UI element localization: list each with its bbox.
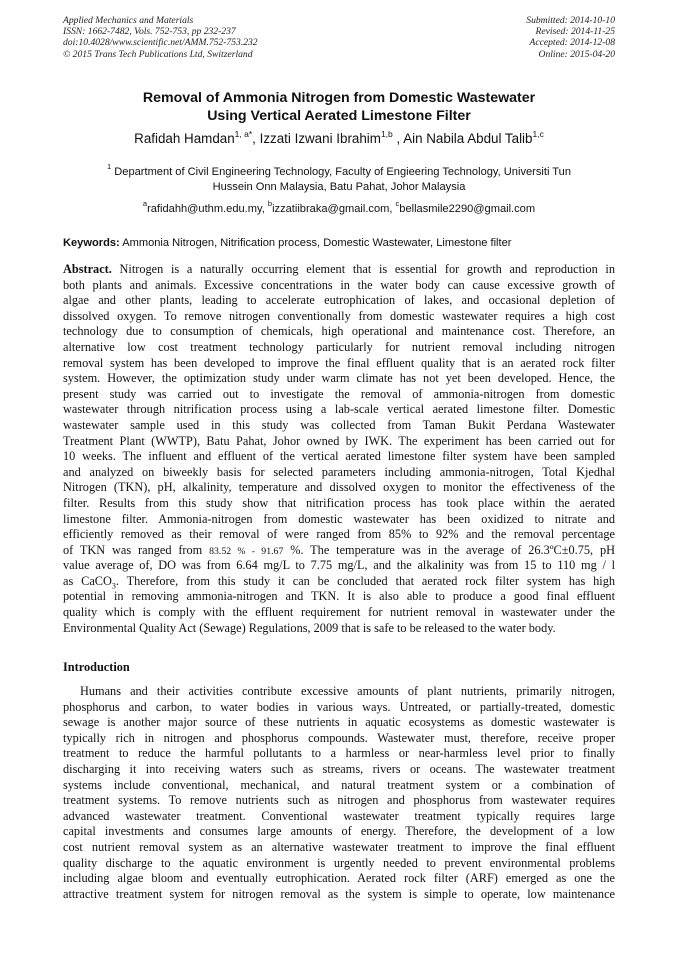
abstract-line bbox=[63, 543, 615, 559]
copyright-line: © 2015 Trans Tech Publications Ltd, Switzerland bbox=[63, 48, 253, 60]
email-address: bellasmile2290@gmail.com bbox=[399, 203, 536, 215]
paragraph-line: including algae bloom and eventually eutrophication. Aerated rock filter (ARF) emerged as one the bbox=[63, 871, 615, 886]
paragraph-line: treatment to reduce the harmful pollutants to a harmless or near-harmless level prior to finally bbox=[63, 746, 615, 761]
abstract-line: removal system has been developed to improve the final effluent quality that is an aerated rock filter bbox=[63, 355, 615, 370]
paragraph-line: discharging it into receiving waters such as streams, rivers or oceans. The wastewater treatment bbox=[63, 761, 615, 776]
paragraph-line: attractive treatment system for nitrogen removal as the system is simple to operate, low maintenance bbox=[63, 886, 615, 901]
author-list bbox=[20, 130, 658, 148]
abstract-line: 10 weeks. The influent and effluent of the vertical aerated limestone filter system have been sampled bbox=[63, 449, 615, 464]
online-date: Online: 2015-04-20 bbox=[538, 48, 615, 60]
abstract-line: limestone filter. Ammonia-nitrogen from domestic wastewater has been oxidized to nitrate and bbox=[63, 511, 615, 526]
author-separator: , bbox=[252, 131, 260, 146]
affiliation-text: Department of Civil Engineering Technology, Faculty of Engieering Technology, Universiti Tun bbox=[114, 166, 571, 178]
paragraph-line: phosphorus and carbon, to water bodies in various ways. Untreated, or partially-treated, domestic bbox=[63, 699, 615, 714]
email-mark: a bbox=[142, 199, 148, 209]
paragraph-line: advanced wastewater treatment. Conventional wastewater treatment typically requires large bbox=[63, 808, 615, 823]
abstract-text: as CaCO bbox=[63, 573, 112, 588]
paragraph-line: Humans and their activities contribute excessive amounts of plant nutrients, primarily nitrogen, bbox=[80, 684, 615, 698]
paragraph-line: quality discharge to the aquatic environment is urgently needed to prevent environmental problems bbox=[63, 855, 615, 870]
abstract-text: %. The temperature was in the average of 26.3ºC±0.75, pH bbox=[283, 542, 615, 557]
title-line-2: Using Vertical Aerated Limestone Filter bbox=[207, 107, 471, 124]
abstract-line: value average of, DO was from 6.64 mg/L to 7.75 mg/L, and the alkalinity was from 15 to 110 mg / l bbox=[63, 558, 615, 573]
paragraph-line: systems include conventional, mechanical, and natural treatment system or a combination of bbox=[63, 777, 615, 792]
paragraph-line: treatment systems. To remove nutrients such as nitrogen and phosphorus from wastewater requires bbox=[63, 793, 615, 808]
abstract-line: Treatment Plant (WWTP), Batu Pahat, Johor owned by IWK. The experiment has been carried out for bbox=[63, 433, 615, 448]
email-address: izzatiibraka@gmail.com, bbox=[272, 203, 396, 215]
doi-line: doi:10.4028/www.scientific.net/AMM.752-753.232 bbox=[63, 37, 258, 49]
author-emails bbox=[40, 199, 638, 216]
author-affiliation-mark: 1,b bbox=[380, 128, 393, 139]
abstract-line: wastewater sample used in this study was collected from Taman Bukit Perdana Wastewater bbox=[63, 417, 615, 432]
journal-name: Applied Mechanics and Materials bbox=[63, 15, 194, 26]
abstract-line: Nitrogen (TKN), pH, alkalinity, temperature and dissolved oxygen to monitor the effectiveness of the bbox=[63, 480, 615, 495]
email-mark: c bbox=[395, 199, 400, 209]
abstract-line: wastewater through nitrification process using a lab-scale vertical aerated limestone filter. Domestic bbox=[63, 402, 615, 417]
publication-dates bbox=[526, 15, 615, 60]
abstract-text: . Therefore, from this study it can be concluded that aerated rock filter system has high bbox=[115, 573, 615, 588]
abstract-line: filter. Results from this study show that nitrification process has took place within the aerated bbox=[63, 495, 615, 510]
abstract-line: algae and other plants, leading to accelerate eutrophication of lakes, and occasional depletion of bbox=[63, 293, 615, 308]
introduction-body bbox=[63, 684, 615, 902]
email-address: rafidahh@uthm.edu.my, bbox=[147, 203, 268, 215]
abstract-label: Abstract. bbox=[63, 262, 112, 276]
keywords-label: Keywords: bbox=[63, 237, 120, 249]
abstract bbox=[63, 262, 615, 636]
author-name: Izzati Izwani Ibrahim bbox=[259, 131, 381, 146]
abstract-line: quality which is comply with the effluent requirement for nutrient removal in wastewater under the bbox=[63, 605, 615, 620]
keywords bbox=[63, 236, 615, 250]
abstract-text: Nitrogen is a naturally occurring element that is essential for growth and reproduction in bbox=[111, 262, 615, 276]
abstract-line: efficiently removed as their removal of were ranged from 85% to 92% and the removal percentage bbox=[63, 527, 615, 542]
paragraph-line: capital investments and consumes large amounts of energy. Therefore, the development of a low bbox=[63, 824, 615, 839]
section-heading-introduction: Introduction bbox=[63, 660, 130, 674]
affiliation-line-2: Hussein Onn Malaysia, Batu Pahat, Johor Malaysia bbox=[212, 180, 466, 193]
author-affiliation-mark: 1, a* bbox=[234, 128, 253, 139]
paragraph-line: sewage is another major source of these nutrients in aquatic ecosystems as domestic wastewater is bbox=[63, 715, 615, 730]
paragraph-line: typically rich in nitrogen and phosphorus compounds. Wastewater must, therefore, receive proper bbox=[63, 730, 615, 745]
author-separator: , bbox=[392, 131, 404, 146]
author-name: Ain Nabila Abdul Talib bbox=[403, 131, 533, 146]
abstract-line: Environmental Quality Act (Sewage) Regulations, 2009 that is safe to be released to the water body. bbox=[63, 620, 556, 635]
keywords-text: Ammonia Nitrogen, Nitrification process, Domestic Wastewater, Limestone filter bbox=[122, 237, 512, 249]
affiliation bbox=[63, 162, 615, 195]
email-mark: b bbox=[267, 199, 273, 209]
abstract-line: system. However, the optimization study under warm climate has not yet been developed. Hence, the bbox=[63, 371, 615, 386]
submitted-date: Submitted: 2014-10-10 bbox=[526, 15, 615, 26]
abstract-line bbox=[63, 574, 615, 590]
abstract-line: present study was carried out to investigate the removal of ammonia-nitrogen from domestic bbox=[63, 386, 615, 401]
abstract-line: alternative low cost treatment technology particularly for nutrient removal including nitrogen bbox=[63, 339, 615, 354]
abstract-line: potential in removing ammonia-nitrogen and TKN. It is also able to produce a good final effluent bbox=[63, 589, 615, 604]
paragraph-line: cost nutrient removal system as an alternative wastewater treatment to improve the final effluent bbox=[63, 839, 615, 854]
abstract-line: dissolved oxygen. To remove nitrogen conventionally from domestic wastewater requires a high cost bbox=[63, 308, 615, 323]
title-line-1: Removal of Ammonia Nitrogen from Domestic Wastewater bbox=[142, 90, 536, 106]
affiliation-line-1 bbox=[63, 162, 615, 180]
abstract-line: both plants and animals. Excessive concentrations in the water body can cause excessive growth of bbox=[63, 277, 615, 292]
abstract-line bbox=[63, 262, 615, 278]
abstract-line: and analyzed on biweekly basis for selected parameters including ammonia-nitrogen, Total Kjedhal bbox=[63, 464, 615, 479]
issn-line: ISSN: 1662-7482, Vols. 752-753, pp 232-237 bbox=[63, 26, 236, 38]
affiliation-mark: 1 bbox=[107, 162, 112, 172]
abstract-text: of TKN was ranged from bbox=[63, 542, 210, 557]
abstract-line: technology due to consumption of chemicals, high operational and maintenance cost. Therefore, an bbox=[63, 324, 615, 339]
subscript: 3 bbox=[111, 581, 116, 590]
paper-title bbox=[40, 90, 638, 125]
author-name: Rafidah Hamdan bbox=[134, 131, 235, 146]
accepted-date: Accepted: 2014-12-08 bbox=[529, 37, 615, 49]
journal-info bbox=[63, 15, 258, 60]
revised-date: Revised: 2014-11-25 bbox=[535, 26, 615, 38]
author-affiliation-mark: 1,c bbox=[532, 128, 544, 139]
tkn-range: 83.52 % - 91.67 bbox=[209, 545, 284, 557]
